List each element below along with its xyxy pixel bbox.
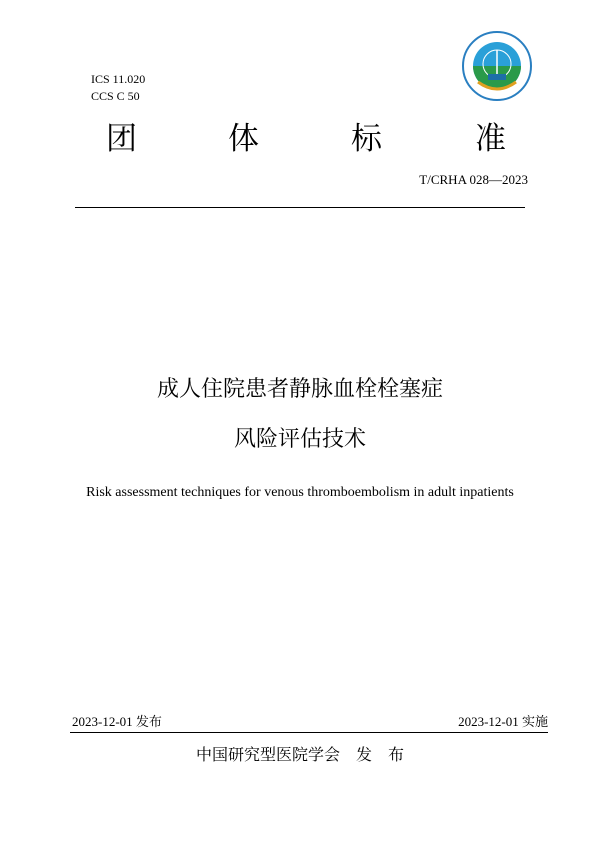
issue-date: 2023-12-01 发布 [72, 714, 162, 729]
publisher: 中国研究型医院学会 发 布 [195, 745, 404, 764]
heading-char: 团 [106, 121, 137, 157]
heading-char: 准 [475, 121, 506, 157]
title-cn-line2: 风险评估技术 [233, 427, 366, 452]
divider [75, 207, 525, 208]
title-en: Risk assessment techniques for venous thromboembolism in adult inpatients [86, 485, 514, 500]
heading-char: 标 [351, 121, 382, 157]
standard-number: T/CRHA 028—2023 [419, 172, 528, 187]
ccs-code: CCS C 50 [91, 89, 140, 103]
association-logo [458, 30, 536, 102]
divider [70, 732, 548, 733]
ics-code: ICS 11.020 [91, 72, 146, 86]
implement-date: 2023-12-01 实施 [458, 714, 548, 729]
heading-char: 体 [228, 121, 259, 157]
title-cn-line1: 成人住院患者静脉血栓栓塞症 [156, 377, 443, 402]
